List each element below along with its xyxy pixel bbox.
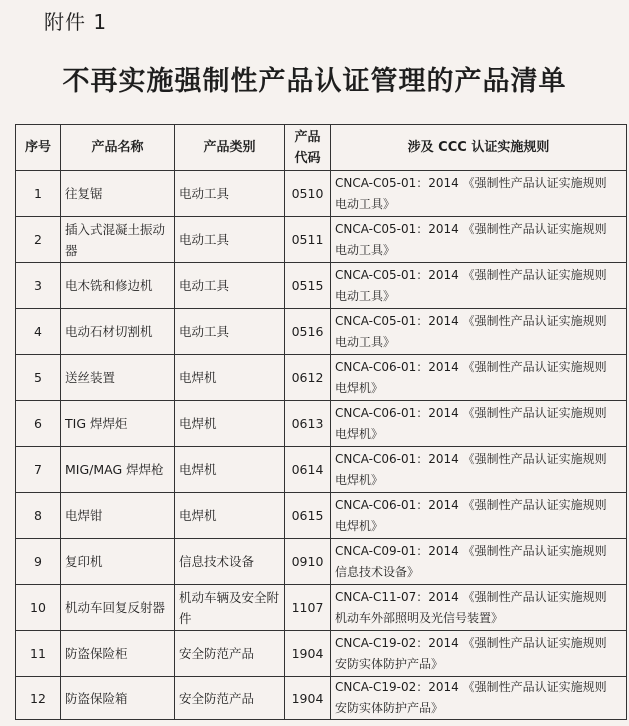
cell-rules: CNCA-C19-02：2014 《强制性产品认证实施规则 安防实体防护产品》 xyxy=(331,677,627,720)
cell-code: 0511 xyxy=(285,217,331,263)
page-title: 不再实施强制性产品认证管理的产品清单 xyxy=(62,66,567,97)
header-rules: 涉及 CCC 认证实施规则 xyxy=(331,125,627,171)
cell-no: 7 xyxy=(16,447,61,493)
cell-rules: CNCA-C09-01：2014 《强制性产品认证实施规则 信息技术设备》 xyxy=(331,539,627,585)
cell-rules: CNCA-C06-01：2014 《强制性产品认证实施规则 电焊机》 xyxy=(331,355,627,401)
cell-code: 0910 xyxy=(285,539,331,585)
cell-name: 插入式混凝土振动器 xyxy=(61,217,175,263)
cell-no: 5 xyxy=(16,355,61,401)
table-header-row xyxy=(16,125,627,171)
cell-category: 机动车辆及安全附件 xyxy=(175,585,285,631)
attachment-label: 附件 1 xyxy=(44,10,108,34)
product-table xyxy=(15,124,627,720)
header-code: 产品代码 xyxy=(285,125,331,171)
cell-category: 安全防范产品 xyxy=(175,677,285,720)
cell-code: 0510 xyxy=(285,171,331,217)
cell-rules: CNCA-C05-01：2014 《强制性产品认证实施规则 电动工具》 xyxy=(331,217,627,263)
cell-category: 安全防范产品 xyxy=(175,631,285,677)
cell-no: 8 xyxy=(16,493,61,539)
cell-category: 电焊机 xyxy=(175,401,285,447)
cell-no: 11 xyxy=(16,631,61,677)
cell-name: TIG 焊焊炬 xyxy=(61,401,175,447)
cell-rules: CNCA-C05-01：2014 《强制性产品认证实施规则 电动工具》 xyxy=(331,171,627,217)
header-name: 产品名称 xyxy=(61,125,175,171)
cell-code: 1904 xyxy=(285,631,331,677)
cell-name: 防盗保险柜 xyxy=(61,631,175,677)
cell-code: 0615 xyxy=(285,493,331,539)
cell-code: 0614 xyxy=(285,447,331,493)
cell-rules: CNCA-C05-01：2014 《强制性产品认证实施规则 电动工具》 xyxy=(331,263,627,309)
header-category: 产品类别 xyxy=(175,125,285,171)
table-row xyxy=(16,585,627,631)
cell-category: 电焊机 xyxy=(175,447,285,493)
table-row xyxy=(16,677,627,720)
cell-code: 0613 xyxy=(285,401,331,447)
table-row xyxy=(16,355,627,401)
cell-name: 机动车回复反射器 xyxy=(61,585,175,631)
cell-rules: CNCA-C06-01：2014 《强制性产品认证实施规则 电焊机》 xyxy=(331,493,627,539)
cell-category: 信息技术设备 xyxy=(175,539,285,585)
cell-code: 0612 xyxy=(285,355,331,401)
cell-rules: CNCA-C19-02：2014 《强制性产品认证实施规则 安防实体防护产品》 xyxy=(331,631,627,677)
table-row xyxy=(16,217,627,263)
cell-name: 防盗保险箱 xyxy=(61,677,175,720)
cell-no: 12 xyxy=(16,677,61,720)
cell-rules: CNCA-C11-07：2014 《强制性产品认证实施规则 机动车外部照明及光信号装置》 xyxy=(331,585,627,631)
cell-code: 0515 xyxy=(285,263,331,309)
cell-code: 1107 xyxy=(285,585,331,631)
cell-no: 2 xyxy=(16,217,61,263)
table-row xyxy=(16,401,627,447)
cell-category: 电动工具 xyxy=(175,309,285,355)
cell-category: 电动工具 xyxy=(175,263,285,309)
cell-rules: CNCA-C06-01：2014 《强制性产品认证实施规则 电焊机》 xyxy=(331,401,627,447)
cell-name: 送丝装置 xyxy=(61,355,175,401)
table-row xyxy=(16,493,627,539)
cell-no: 9 xyxy=(16,539,61,585)
table-row xyxy=(16,539,627,585)
cell-category: 电动工具 xyxy=(175,217,285,263)
table-row xyxy=(16,309,627,355)
cell-rules: CNCA-C06-01：2014 《强制性产品认证实施规则 电焊机》 xyxy=(331,447,627,493)
cell-category: 电动工具 xyxy=(175,171,285,217)
cell-name: 复印机 xyxy=(61,539,175,585)
table-row xyxy=(16,263,627,309)
cell-name: 往复锯 xyxy=(61,171,175,217)
cell-code: 1904 xyxy=(285,677,331,720)
cell-name: 电焊钳 xyxy=(61,493,175,539)
cell-no: 1 xyxy=(16,171,61,217)
table-row xyxy=(16,631,627,677)
cell-no: 3 xyxy=(16,263,61,309)
cell-no: 4 xyxy=(16,309,61,355)
cell-code: 0516 xyxy=(285,309,331,355)
table-row xyxy=(16,171,627,217)
cell-rules: CNCA-C05-01：2014 《强制性产品认证实施规则 电动工具》 xyxy=(331,309,627,355)
cell-name: 电木铣和修边机 xyxy=(61,263,175,309)
cell-category: 电焊机 xyxy=(175,493,285,539)
cell-name: 电动石材切割机 xyxy=(61,309,175,355)
cell-no: 6 xyxy=(16,401,61,447)
cell-name: MIG/MAG 焊焊枪 xyxy=(61,447,175,493)
table-row xyxy=(16,447,627,493)
header-no: 序号 xyxy=(16,125,61,171)
cell-category: 电焊机 xyxy=(175,355,285,401)
cell-no: 10 xyxy=(16,585,61,631)
